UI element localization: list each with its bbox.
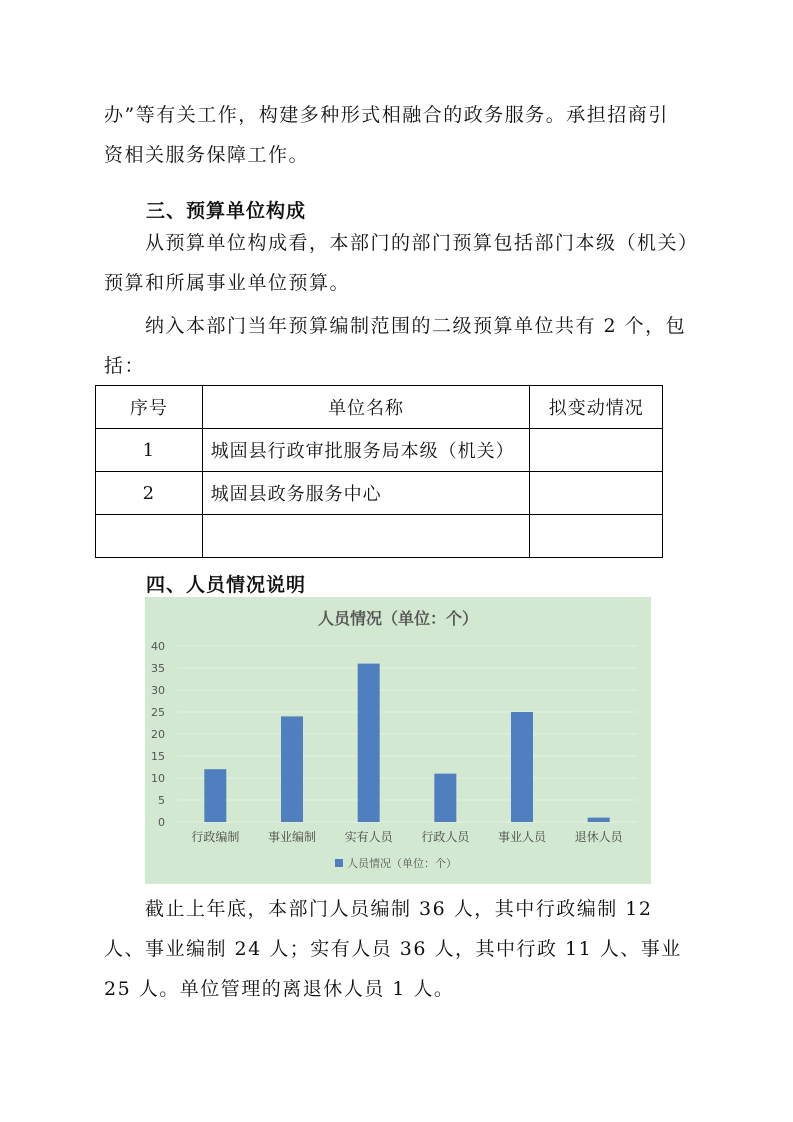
legend-label: 人员情况（单位：个） [347, 857, 457, 870]
staff-chart [145, 597, 651, 884]
x-category-label: 事业编制 [267, 830, 317, 844]
section-3-heading: 三、预算单位构成 [146, 200, 307, 222]
x-category-label: 事业人员 [497, 830, 547, 844]
row-change [530, 515, 663, 558]
header-unit-name: 单位名称 [202, 386, 530, 429]
legend-swatch [335, 859, 343, 867]
section-4-paragraph: 截止上年底，本部门人员编制 36 人，其中行政编制 12 人、事业编制 24 人；实有人员 36 人，其中行政 11 人、事业 25 人。单位管理的离退休人员 1 人。 [104, 898, 682, 1000]
x-category-label: 实有人员 [344, 830, 393, 844]
row-unit-name [202, 515, 530, 558]
section-3-paragraph-2: 纳入本部门当年预算编制范围的二级预算单位共有 2 个，包括： [104, 315, 687, 377]
intro-line-2: 资相关服务保障工作。 [104, 144, 310, 166]
row-no: 2 [96, 472, 203, 515]
y-tick-label: 20 [151, 728, 165, 741]
bar-实有人员 [358, 664, 380, 822]
bar-行政编制 [204, 769, 226, 822]
x-category-label: 行政编制 [191, 830, 240, 844]
section-3-paragraph-1: 从预算单位构成看，本部门的部门预算包括部门本级（机关）预算和所属事业单位预算。 [104, 232, 690, 294]
y-tick-label: 40 [151, 640, 165, 653]
bar-退休人员 [588, 818, 610, 822]
staff-chart-svg [145, 597, 651, 884]
bar-行政人员 [434, 774, 456, 822]
table-row [96, 429, 663, 472]
header-change: 拟变动情况 [530, 386, 663, 429]
budget-units-table [95, 385, 663, 558]
bar-事业编制 [281, 716, 303, 822]
x-category-label: 行政人员 [421, 830, 470, 844]
intro-line-1: 办”等有关工作，构建多种形式相融合的政务服务。承担招商引 [104, 104, 669, 126]
y-tick-label: 35 [151, 662, 165, 675]
table-header-row [96, 386, 663, 429]
y-tick-label: 30 [151, 684, 165, 697]
y-tick-label: 0 [158, 816, 165, 829]
y-tick-label: 5 [158, 794, 165, 807]
y-tick-label: 15 [151, 750, 165, 763]
row-unit-name: 城固县行政审批服务局本级（机关） [202, 429, 530, 472]
row-no [96, 515, 203, 558]
x-category-label: 退休人员 [574, 830, 623, 844]
row-no: 1 [96, 429, 203, 472]
header-no: 序号 [96, 386, 203, 429]
section-4-heading: 四、人员情况说明 [146, 574, 307, 596]
y-tick-label: 25 [151, 706, 165, 719]
row-change [530, 429, 663, 472]
table-row [96, 472, 663, 515]
bar-事业人员 [511, 712, 533, 822]
table-row [96, 515, 663, 558]
y-tick-label: 10 [151, 772, 165, 785]
row-change [530, 472, 663, 515]
row-unit-name: 城固县政务服务中心 [202, 472, 530, 515]
chart-title: 人员情况（单位：个） [317, 609, 479, 628]
